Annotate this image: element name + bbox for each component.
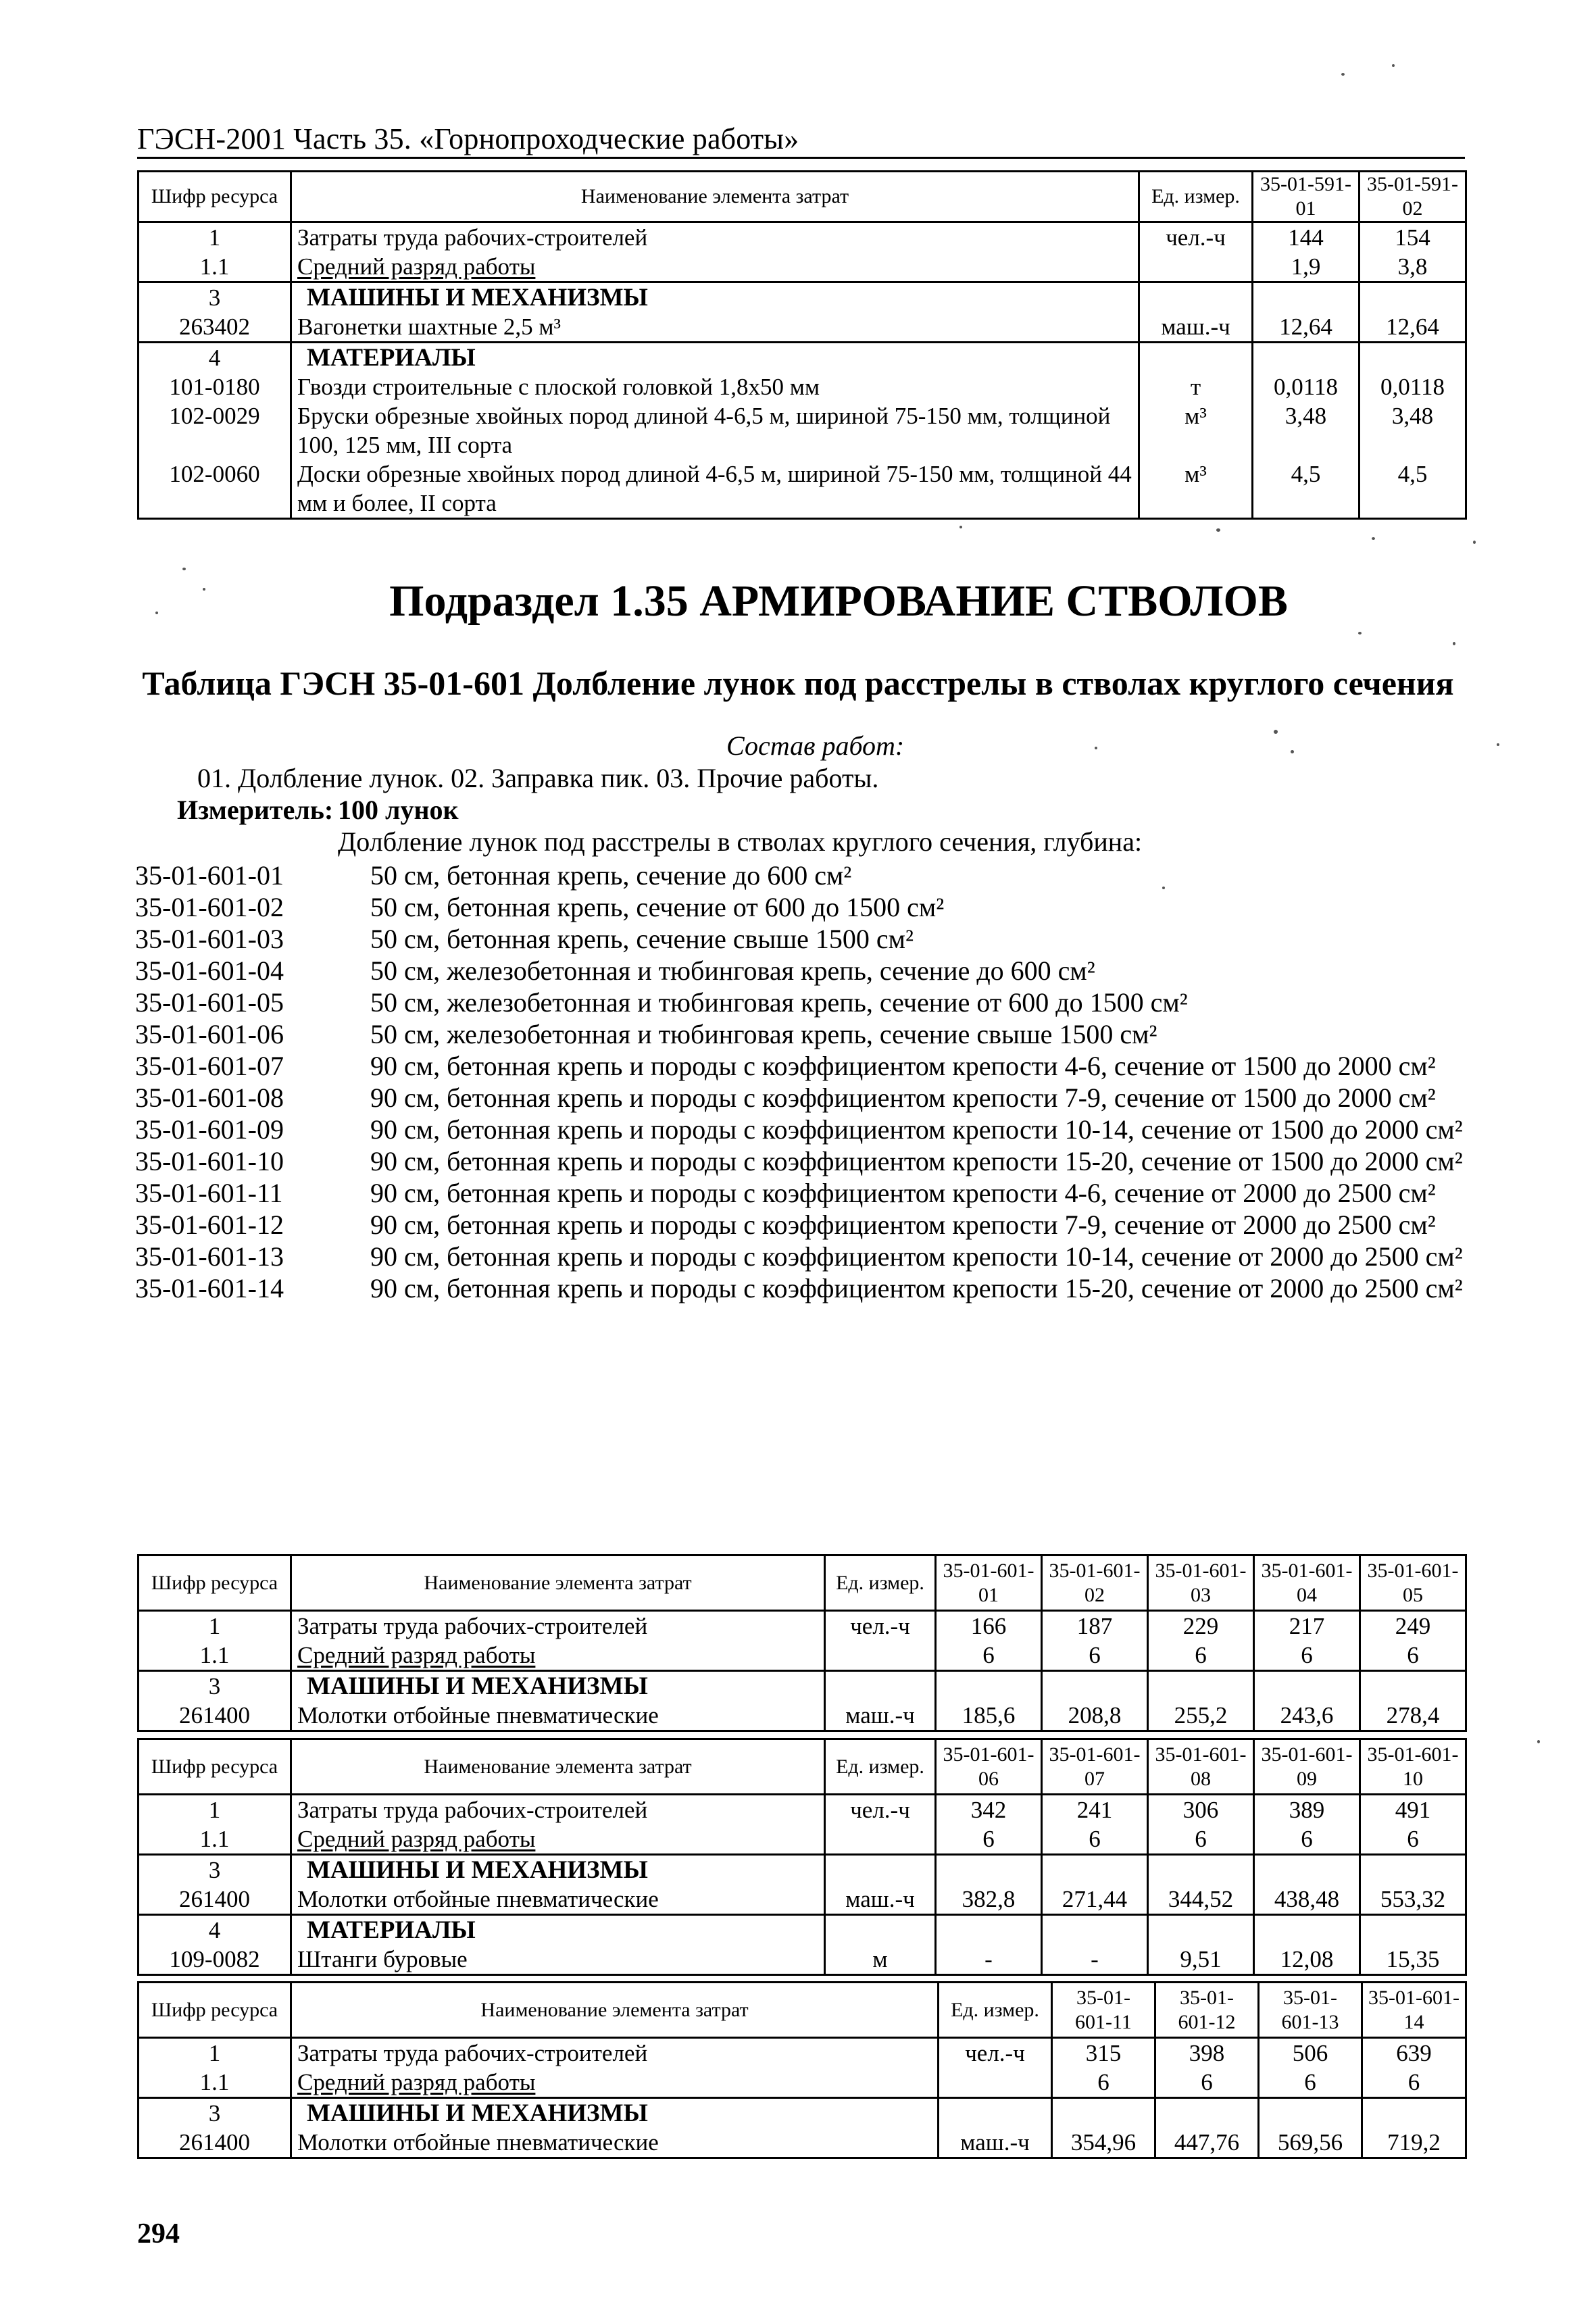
table-row: 3 МАШИНЫ И МЕХАНИЗМЫ <box>139 2098 1466 2129</box>
list-item: 35-01-601-02 50 см, бетонная крепь, сечение от 600 до 1500 см² <box>135 892 945 922</box>
table-row: 261400 Молотки отбойные пневматические маш.-ч 354,96 447,76 569,56 719,2 <box>139 2128 1466 2158</box>
list-item: 35-01-601-11 90 см, бетонная крепь и породы с коэффициентом крепости 4-6, сечение от 2000 до 2500 см² <box>135 1178 1436 1208</box>
resource-table-601-c <box>137 1981 1467 2159</box>
table-row: 1 Затраты труда рабочих-строителей чел.-ч 342 241 306 389 491 <box>139 1795 1466 1825</box>
col-name-header: Наименование элемента затрат <box>291 1983 939 2038</box>
list-item: 35-01-601-05 50 см, железобетонная и тюбинговая крепь, сечение от 600 до 1500 см² <box>135 987 1188 1018</box>
col-norm-header: 35-01-601-11 <box>1052 1983 1155 2038</box>
col-name-header: Наименование элемента затрат <box>291 1555 825 1611</box>
list-item: 35-01-601-09 90 см, бетонная крепь и породы с коэффициентом крепости 10-14, сечение от 1500 до 2000 см² <box>135 1114 1463 1145</box>
table-row: 101-0180 Гвозди строительные с плоской головкой 1,8x50 мм т 0,0118 0,0118 <box>139 372 1466 401</box>
resource-table-591 <box>137 170 1467 520</box>
col-norm-header: 35-01-601-02 <box>1042 1555 1148 1611</box>
list-item: 35-01-601-13 90 см, бетонная крепь и породы с коэффициентом крепости 10-14, сечение от 2000 до 2500 см² <box>135 1241 1463 1272</box>
col-unit-header: Ед. измер. <box>1139 172 1253 222</box>
col-unit-header: Ед. измер. <box>825 1555 936 1611</box>
list-item: 35-01-601-07 90 см, бетонная крепь и породы с коэффициентом крепости 4-6, сечение от 1500 до 2000 см² <box>135 1051 1436 1081</box>
col-norm-header: 35-01-601-04 <box>1254 1555 1360 1611</box>
page-number: 294 <box>137 2218 180 2249</box>
col-norm-header: 35-01-601-10 <box>1360 1739 1466 1795</box>
col-code-header: Шифр ресурса <box>139 1739 291 1795</box>
col-code-header: Шифр ресурса <box>139 1983 291 2038</box>
list-item: 35-01-601-10 90 см, бетонная крепь и породы с коэффициентом крепости 15-20, сечение от 1500 до 2000 см² <box>135 1146 1463 1176</box>
col-norm-header: 35-01-601-12 <box>1155 1983 1259 2038</box>
table-row: 1 Затраты труда рабочих-строителей чел.-ч 315 398 506 639 <box>139 2038 1466 2068</box>
table-row: 263402 Вагонетки шахтные 2,5 м³ маш.-ч 12,64 12,64 <box>139 312 1466 343</box>
col-unit-header: Ед. измер. <box>939 1983 1052 2038</box>
table-row: 102-0029 Бруски обрезные хвойных пород длиной 4-6,5 м, шириной 75-150 мм, толщиной 100, 125 мм, III сорта м³ 3,48 3,48 <box>139 401 1466 459</box>
list-item: 35-01-601-03 50 см, бетонная крепь, сечение свыше 1500 см² <box>135 924 914 954</box>
header-rule <box>137 157 1465 159</box>
col-norm-header: 35-01-601-01 <box>936 1555 1042 1611</box>
table-row: 3 МАШИНЫ И МЕХАНИЗМЫ <box>139 282 1466 313</box>
col-norm-header: 35-01-601-05 <box>1360 1555 1466 1611</box>
col-norm-header: 35-01-601-08 <box>1148 1739 1254 1795</box>
table-row: 102-0060 Доски обрезные хвойных пород длиной 4-6,5 м, шириной 75-150 мм, толщиной 44 мм и более, II сорта м³ 4,5 4,5 <box>139 459 1466 519</box>
table-row: 1.1 Средний разряд работы 1,9 3,8 <box>139 252 1466 282</box>
resource-table-601-a <box>137 1554 1467 1732</box>
col-norm-header: 35-01-601-03 <box>1148 1555 1254 1611</box>
resource-table-601-b <box>137 1738 1467 1976</box>
composition-text: 01. Долбление лунок. 02. Заправка пик. 03. Прочие работы. <box>197 763 879 793</box>
col-code-header: Шифр ресурса <box>139 172 291 222</box>
table-row: 1.1 Средний разряд работы 6 6 6 6 6 <box>139 1824 1466 1855</box>
list-item: 35-01-601-01 50 см, бетонная крепь, сечение до 600 см² <box>135 860 852 891</box>
table-row: 4 МАТЕРИАЛЫ <box>139 1915 1466 1945</box>
running-header: ГЭСН-2001 Часть 35. «Горнопроходческие работы» <box>137 122 799 155</box>
col-norm-header: 35-01-601-06 <box>936 1739 1042 1795</box>
col-unit-header: Ед. измер. <box>825 1739 936 1795</box>
table-row: 261400 Молотки отбойные пневматические маш.-ч 382,8 271,44 344,52 438,48 553,32 <box>139 1885 1466 1915</box>
work-intro: Долбление лунок под расстрелы в стволах круглого сечения, глубина: <box>338 826 1143 857</box>
col-code-header: Шифр ресурса <box>139 1555 291 1611</box>
col-norm-header: 35-01-591-01 <box>1253 172 1360 222</box>
table-row: 1 Затраты труда рабочих-строителей чел.-ч 166 187 229 217 249 <box>139 1611 1466 1641</box>
table-row: 1.1 Средний разряд работы 6 6 6 6 <box>139 2068 1466 2098</box>
list-item: 35-01-601-06 50 см, железобетонная и тюбинговая крепь, сечение свыше 1500 см² <box>135 1019 1157 1049</box>
col-norm-header: 35-01-591-02 <box>1360 172 1466 222</box>
list-item: 35-01-601-14 90 см, бетонная крепь и породы с коэффициентом крепости 15-20, сечение от 2000 до 2500 см² <box>135 1273 1463 1303</box>
col-norm-header: 35-01-601-14 <box>1362 1983 1466 2038</box>
list-item: 35-01-601-04 50 см, железобетонная и тюбинговая крепь, сечение до 600 см² <box>135 955 1095 986</box>
table-row: 3 МАШИНЫ И МЕХАНИЗМЫ <box>139 1855 1466 1885</box>
measure-value: 100 лунок <box>338 795 459 825</box>
norm-code-list <box>135 860 1487 1304</box>
col-norm-header: 35-01-601-09 <box>1254 1739 1360 1795</box>
col-name-header: Наименование элемента затрат <box>291 172 1139 222</box>
col-norm-header: 35-01-601-07 <box>1042 1739 1148 1795</box>
measure-label: Измеритель: <box>177 795 334 825</box>
subsection-title: Подраздел 1.35 АРМИРОВАНИЕ СТВОЛОВ <box>389 576 1288 626</box>
table-row: 261400 Молотки отбойные пневматические маш.-ч 185,6 208,8 255,2 243,6 278,4 <box>139 1701 1466 1731</box>
table-row: 109-0082 Штанги буровые м - - 9,51 12,08 15,35 <box>139 1945 1466 1975</box>
table-row: 1.1 Средний разряд работы 6 6 6 6 6 <box>139 1641 1466 1671</box>
table-title: Таблица ГЭСН 35-01-601 Долбление лунок под расстрелы в стволах круглого сечения <box>142 664 1454 702</box>
list-item: 35-01-601-08 90 см, бетонная крепь и породы с коэффициентом крепости 7-9, сечение от 1500 до 2000 см² <box>135 1082 1436 1113</box>
list-item: 35-01-601-12 90 см, бетонная крепь и породы с коэффициентом крепости 7-9, сечение от 2000 до 2500 см² <box>135 1210 1436 1240</box>
table-row: 1 Затраты труда рабочих-строителей чел.-ч 144 154 <box>139 222 1466 253</box>
col-norm-header: 35-01-601-13 <box>1259 1983 1362 2038</box>
composition-label: Состав работ: <box>726 730 905 761</box>
col-name-header: Наименование элемента затрат <box>291 1739 825 1795</box>
table-row: 3 МАШИНЫ И МЕХАНИЗМЫ <box>139 1671 1466 1701</box>
table-row: 4 МАТЕРИАЛЫ <box>139 343 1466 373</box>
